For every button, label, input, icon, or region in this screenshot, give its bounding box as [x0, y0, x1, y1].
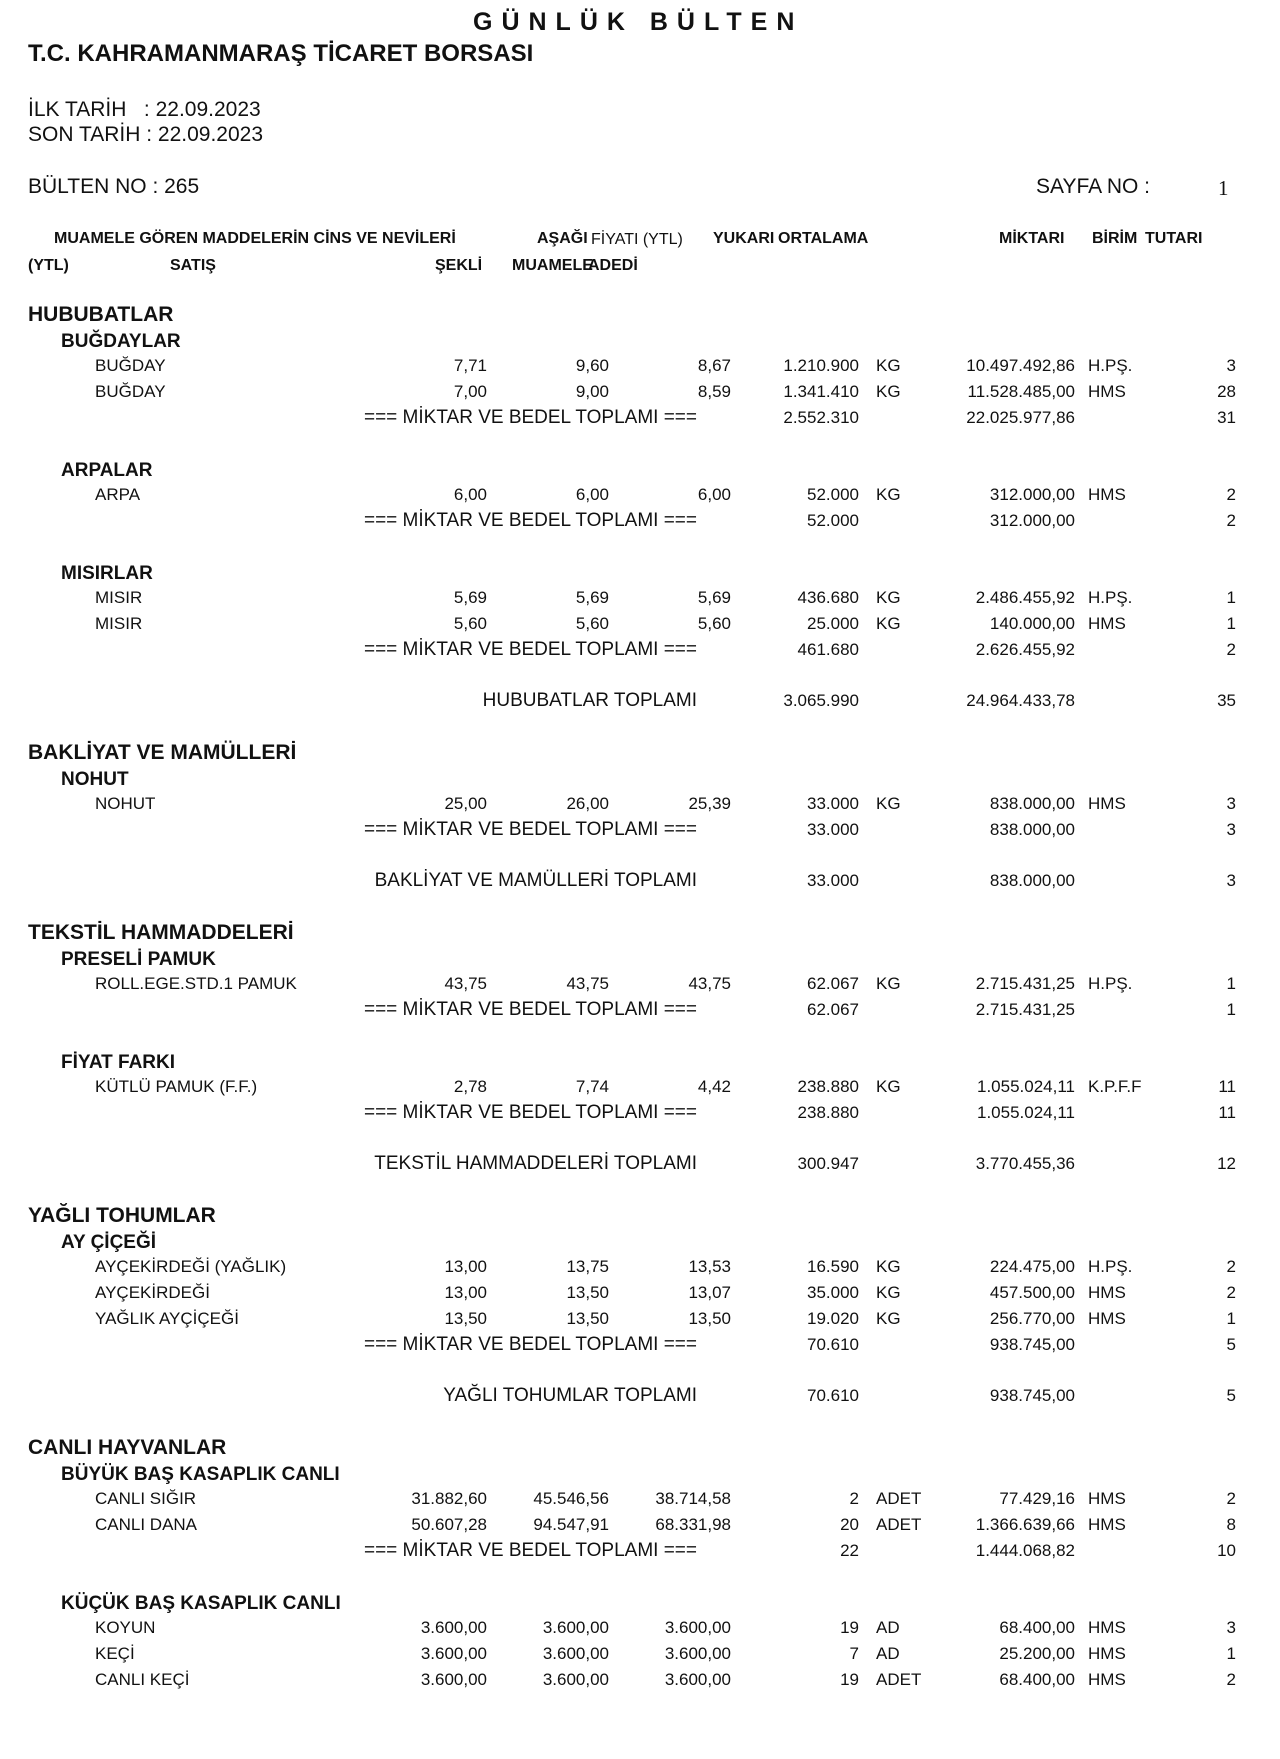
quantity: 16.590	[807, 1257, 859, 1276]
quantity: 33.000	[807, 794, 859, 813]
amount: 10.497.492,86	[966, 356, 1075, 375]
subtotal-label: === MİKTAR VE BEDEL TOPLAMI ===	[363, 1102, 697, 1123]
col-header-sale: SATIŞ	[170, 257, 216, 274]
sale-type: H.PŞ.	[1088, 356, 1133, 375]
subtotal-quantity: 22	[840, 1541, 859, 1560]
amount: 140.000,00	[989, 614, 1075, 633]
quantity: 436.680	[797, 588, 859, 607]
subtotal-count: 5	[1226, 1335, 1236, 1354]
sale-type: HMS	[1088, 1670, 1126, 1689]
high-price: 3.600,00	[542, 1618, 609, 1637]
unit: KG	[876, 614, 901, 633]
low-price: 43,75	[444, 974, 487, 993]
item-name: NOHUT	[95, 794, 156, 813]
subtotal-quantity: 33.000	[807, 820, 859, 839]
category-total-label: BAKLİYAT VE MAMÜLLERİ TOPLAMI	[374, 870, 697, 891]
transaction-count: 2	[1226, 1670, 1236, 1689]
transaction-count: 2	[1226, 485, 1236, 504]
unit: KG	[876, 382, 901, 401]
sale-type: HMS	[1088, 794, 1126, 813]
high-price: 13,75	[566, 1257, 609, 1276]
bulletin-number: BÜLTEN NO : 265	[28, 175, 200, 198]
average-price: 13,50	[688, 1309, 731, 1328]
sale-type: HMS	[1088, 485, 1126, 504]
col-header-amount: TUTARI	[1145, 230, 1203, 247]
low-price: 7,00	[453, 382, 487, 401]
sale-type: H.PŞ.	[1088, 1257, 1133, 1276]
subcategory-title: AY ÇİÇEĞİ	[61, 1232, 157, 1253]
quantity: 19.020	[807, 1309, 859, 1328]
average-price: 3.600,00	[664, 1618, 731, 1637]
quantity: 52.000	[807, 485, 859, 504]
subtotal-count: 2	[1226, 511, 1236, 530]
sale-type: K.P.F.F	[1088, 1077, 1142, 1096]
subtotal-amount: 1.444.068,82	[975, 1541, 1075, 1560]
unit: KG	[876, 1257, 901, 1276]
subtotal-count: 10	[1217, 1541, 1236, 1560]
subtotal-amount: 2.715.431,25	[975, 1000, 1075, 1019]
amount: 312.000,00	[989, 485, 1075, 504]
average-price: 3.600,00	[664, 1644, 731, 1663]
item-name: YAĞLIK AYÇİÇEĞİ	[95, 1309, 239, 1328]
quantity: 62.067	[807, 974, 859, 993]
col-header-unit: BİRİM	[1092, 230, 1138, 247]
subtotal-label: === MİKTAR VE BEDEL TOPLAMI ===	[363, 999, 697, 1020]
category-title: TEKSTİL HAMMADDELERİ	[28, 921, 294, 944]
subcategory-title: NOHUT	[61, 769, 129, 790]
transaction-count: 3	[1226, 794, 1236, 813]
subtotal-amount: 838.000,00	[989, 820, 1075, 839]
sale-type: HMS	[1088, 1309, 1126, 1328]
quantity: 19	[840, 1670, 859, 1689]
low-price: 3.600,00	[420, 1670, 487, 1689]
quantity: 35.000	[807, 1283, 859, 1302]
subtotal-quantity: 461.680	[797, 640, 859, 659]
transaction-count: 1	[1226, 1309, 1236, 1328]
amount: 224.475,00	[989, 1257, 1075, 1276]
high-price: 13,50	[566, 1283, 609, 1302]
average-price: 8,59	[697, 382, 731, 401]
page-label: SAYFA NO :	[1036, 175, 1150, 198]
category-title: YAĞLI TOHUMLAR	[28, 1204, 216, 1227]
subtotal-label: === MİKTAR VE BEDEL TOPLAMI ===	[363, 407, 697, 428]
sale-type: HMS	[1088, 1515, 1126, 1534]
subtotal-count: 3	[1226, 820, 1236, 839]
average-price: 43,75	[688, 974, 731, 993]
transaction-count: 3	[1226, 1618, 1236, 1637]
unit: ADET	[876, 1670, 922, 1689]
average-price: 8,67	[697, 356, 731, 375]
col-header-transaction: MUAMELE	[512, 257, 593, 274]
amount: 256.770,00	[989, 1309, 1075, 1328]
amount: 25.200,00	[999, 1644, 1075, 1663]
category-total-count: 5	[1226, 1386, 1236, 1405]
col-header-type: ŞEKLİ	[435, 257, 483, 274]
item-name: CANLI SIĞIR	[95, 1489, 197, 1508]
transaction-count: 8	[1226, 1515, 1236, 1534]
quantity: 19	[840, 1618, 859, 1637]
amount: 838.000,00	[989, 794, 1075, 813]
category-total-quantity: 3.065.990	[783, 691, 859, 710]
transaction-count: 1	[1226, 1644, 1236, 1663]
unit: KG	[876, 974, 901, 993]
unit: ADET	[876, 1489, 922, 1508]
item-name: BUĞDAY	[95, 356, 166, 375]
transaction-count: 2	[1226, 1489, 1236, 1508]
high-price: 13,50	[566, 1309, 609, 1328]
sale-type: HMS	[1088, 1489, 1126, 1508]
transaction-count: 3	[1226, 356, 1236, 375]
high-price: 94.547,91	[533, 1515, 609, 1534]
amount: 68.400,00	[999, 1618, 1075, 1637]
transaction-count: 1	[1226, 588, 1236, 607]
subtotal-label: === MİKTAR VE BEDEL TOPLAMI ===	[363, 639, 697, 660]
unit: KG	[876, 485, 901, 504]
average-price: 13,07	[688, 1283, 731, 1302]
subtotal-count: 11	[1218, 1103, 1236, 1122]
subcategory-title: MISIRLAR	[61, 563, 153, 584]
average-price: 38.714,58	[655, 1489, 731, 1508]
col-header-currency: (YTL)	[28, 257, 69, 274]
last-date: SON TARİH : 22.09.2023	[28, 123, 264, 146]
amount: 11.528.485,00	[967, 382, 1075, 401]
category-total-count: 3	[1226, 871, 1236, 890]
category-total-quantity: 300.947	[797, 1154, 859, 1173]
category-total-count: 35	[1217, 691, 1236, 710]
subtotal-quantity: 52.000	[807, 511, 859, 530]
category-total-amount: 24.964.433,78	[966, 691, 1075, 710]
sale-type: HMS	[1088, 614, 1126, 633]
col-header-quantity: MİKTARI	[999, 230, 1065, 247]
subcategory-title: ARPALAR	[61, 460, 153, 481]
category-total-label: TEKSTİL HAMMADDELERİ TOPLAMI	[374, 1153, 697, 1174]
subtotal-amount: 2.626.455,92	[975, 640, 1075, 659]
category-total-amount: 938.745,00	[989, 1386, 1075, 1405]
col-header-high: YUKARI	[713, 230, 775, 247]
high-price: 5,69	[575, 588, 609, 607]
low-price: 7,71	[453, 356, 487, 375]
subtotal-count: 2	[1226, 640, 1236, 659]
category-title: HUBUBATLAR	[28, 303, 174, 326]
item-name: BUĞDAY	[95, 382, 166, 401]
subcategory-title: BÜYÜK BAŞ KASAPLIK CANLI	[61, 1464, 340, 1485]
high-price: 5,60	[575, 614, 609, 633]
high-price: 7,74	[575, 1077, 609, 1096]
col-header-price: FİYATI (YTL)	[591, 231, 683, 248]
average-price: 4,42	[697, 1077, 731, 1096]
subtotal-amount: 938.745,00	[989, 1335, 1075, 1354]
high-price: 3.600,00	[542, 1644, 609, 1663]
bulletin-title: GÜNLÜK BÜLTEN	[473, 8, 804, 36]
item-name: KEÇİ	[95, 1644, 135, 1663]
amount: 1.366.639,66	[975, 1515, 1075, 1534]
sale-type: HMS	[1088, 382, 1126, 401]
item-name: CANLI KEÇİ	[95, 1670, 190, 1689]
transaction-count: 2	[1226, 1283, 1236, 1302]
unit: AD	[876, 1618, 900, 1637]
subtotal-amount: 312.000,00	[989, 511, 1075, 530]
subcategory-title: PRESELİ PAMUK	[61, 949, 216, 970]
category-total-amount: 838.000,00	[989, 871, 1075, 890]
subtotal-label: === MİKTAR VE BEDEL TOPLAMI ===	[363, 1334, 697, 1355]
transaction-count: 11	[1218, 1077, 1236, 1096]
category-total-label: HUBUBATLAR TOPLAMI	[482, 690, 697, 711]
sale-type: HMS	[1088, 1618, 1126, 1637]
col-header-count: ADEDİ	[588, 257, 638, 274]
high-price: 26,00	[566, 794, 609, 813]
high-price: 9,00	[575, 382, 609, 401]
subtotal-label: === MİKTAR VE BEDEL TOPLAMI ===	[363, 1540, 697, 1561]
quantity: 7	[849, 1644, 859, 1663]
unit: KG	[876, 1077, 901, 1096]
low-price: 50.607,28	[411, 1515, 487, 1534]
amount: 2.715.431,25	[975, 974, 1075, 993]
amount: 1.055.024,11	[977, 1077, 1075, 1096]
low-price: 13,00	[444, 1257, 487, 1276]
unit: ADET	[876, 1515, 922, 1534]
average-price: 25,39	[688, 794, 731, 813]
category-total-label: YAĞLI TOHUMLAR TOPLAMI	[443, 1385, 697, 1406]
sale-type: HMS	[1088, 1283, 1126, 1302]
subtotal-count: 1	[1226, 1000, 1236, 1019]
sale-type: HMS	[1088, 1644, 1126, 1663]
high-price: 9,60	[575, 356, 609, 375]
unit: KG	[876, 588, 901, 607]
subtotal-label: === MİKTAR VE BEDEL TOPLAMI ===	[363, 510, 697, 531]
subtotal-count: 31	[1217, 408, 1236, 427]
sale-type: H.PŞ.	[1088, 974, 1133, 993]
subtotal-label: === MİKTAR VE BEDEL TOPLAMI ===	[363, 819, 697, 840]
item-name: MISIR	[95, 614, 143, 633]
quantity: 1.341.410	[783, 382, 859, 401]
category-total-quantity: 70.610	[807, 1386, 859, 1405]
average-price: 5,60	[697, 614, 731, 633]
subcategory-title: KÜÇÜK BAŞ KASAPLIK CANLI	[61, 1593, 341, 1614]
first-date: İLK TARİH : 22.09.2023	[28, 98, 261, 121]
subcategory-title: BUĞDAYLAR	[61, 331, 181, 352]
high-price: 3.600,00	[542, 1670, 609, 1689]
item-name: MISIR	[95, 588, 143, 607]
col-header-average: ORTALAMA	[778, 230, 869, 247]
quantity: 238.880	[797, 1077, 859, 1096]
page-number: 1	[1218, 176, 1229, 200]
amount: 77.429,16	[999, 1489, 1075, 1508]
quantity: 2	[849, 1489, 859, 1508]
subtotal-quantity: 238.880	[797, 1103, 859, 1122]
transaction-count: 1	[1226, 974, 1236, 993]
subtotal-quantity: 2.552.310	[783, 408, 859, 427]
low-price: 2,78	[453, 1077, 487, 1096]
sale-type: H.PŞ.	[1088, 588, 1133, 607]
category-title: BAKLİYAT VE MAMÜLLERİ	[28, 741, 297, 764]
unit: KG	[876, 794, 901, 813]
unit: KG	[876, 1309, 901, 1328]
low-price: 5,60	[453, 614, 487, 633]
average-price: 68.331,98	[655, 1515, 731, 1534]
category-title: CANLI HAYVANLAR	[28, 1436, 227, 1459]
item-name: AYÇEKİRDEĞİ (YAĞLIK)	[95, 1257, 287, 1276]
average-price: 13,53	[688, 1257, 731, 1276]
unit: AD	[876, 1644, 900, 1663]
high-price: 6,00	[575, 485, 609, 504]
unit: KG	[876, 1283, 901, 1302]
item-name: ROLL.EGE.STD.1 PAMUK	[95, 974, 297, 993]
low-price: 13,00	[444, 1283, 487, 1302]
low-price: 5,69	[453, 588, 487, 607]
amount: 68.400,00	[999, 1670, 1075, 1689]
subtotal-quantity: 62.067	[807, 1000, 859, 1019]
amount: 2.486.455,92	[975, 588, 1075, 607]
col-header-items: MUAMELE GÖREN MADDELERİN CİNS VE NEVİLERİ	[54, 230, 456, 247]
item-name: CANLI DANA	[95, 1515, 198, 1534]
item-name: ARPA	[95, 485, 141, 504]
low-price: 31.882,60	[411, 1489, 487, 1508]
quantity: 20	[840, 1515, 859, 1534]
high-price: 45.546,56	[533, 1489, 609, 1508]
amount: 457.500,00	[989, 1283, 1075, 1302]
organization-title: T.C. KAHRAMANMARAŞ TİCARET BORSASI	[28, 40, 534, 67]
subtotal-quantity: 70.610	[807, 1335, 859, 1354]
average-price: 5,69	[697, 588, 731, 607]
category-total-quantity: 33.000	[807, 871, 859, 890]
subtotal-amount: 22.025.977,86	[966, 408, 1075, 427]
low-price: 3.600,00	[420, 1618, 487, 1637]
high-price: 43,75	[566, 974, 609, 993]
low-price: 13,50	[444, 1309, 487, 1328]
category-total-amount: 3.770.455,36	[975, 1154, 1075, 1173]
quantity: 25.000	[807, 614, 859, 633]
low-price: 6,00	[453, 485, 487, 504]
average-price: 6,00	[697, 485, 731, 504]
item-name: AYÇEKİRDEĞİ	[95, 1283, 210, 1302]
transaction-count: 2	[1226, 1257, 1236, 1276]
low-price: 3.600,00	[420, 1644, 487, 1663]
transaction-count: 28	[1217, 382, 1236, 401]
low-price: 25,00	[444, 794, 487, 813]
unit: KG	[876, 356, 901, 375]
quantity: 1.210.900	[783, 356, 859, 375]
subtotal-amount: 1.055.024,11	[977, 1103, 1075, 1122]
subcategory-title: FİYAT FARKI	[61, 1052, 176, 1073]
transaction-count: 1	[1226, 614, 1236, 633]
average-price: 3.600,00	[664, 1670, 731, 1689]
col-header-low: AŞAĞI	[537, 230, 588, 247]
item-name: KOYUN	[95, 1618, 156, 1637]
item-name: KÜTLÜ PAMUK (F.F.)	[95, 1077, 258, 1096]
category-total-count: 12	[1217, 1154, 1236, 1173]
